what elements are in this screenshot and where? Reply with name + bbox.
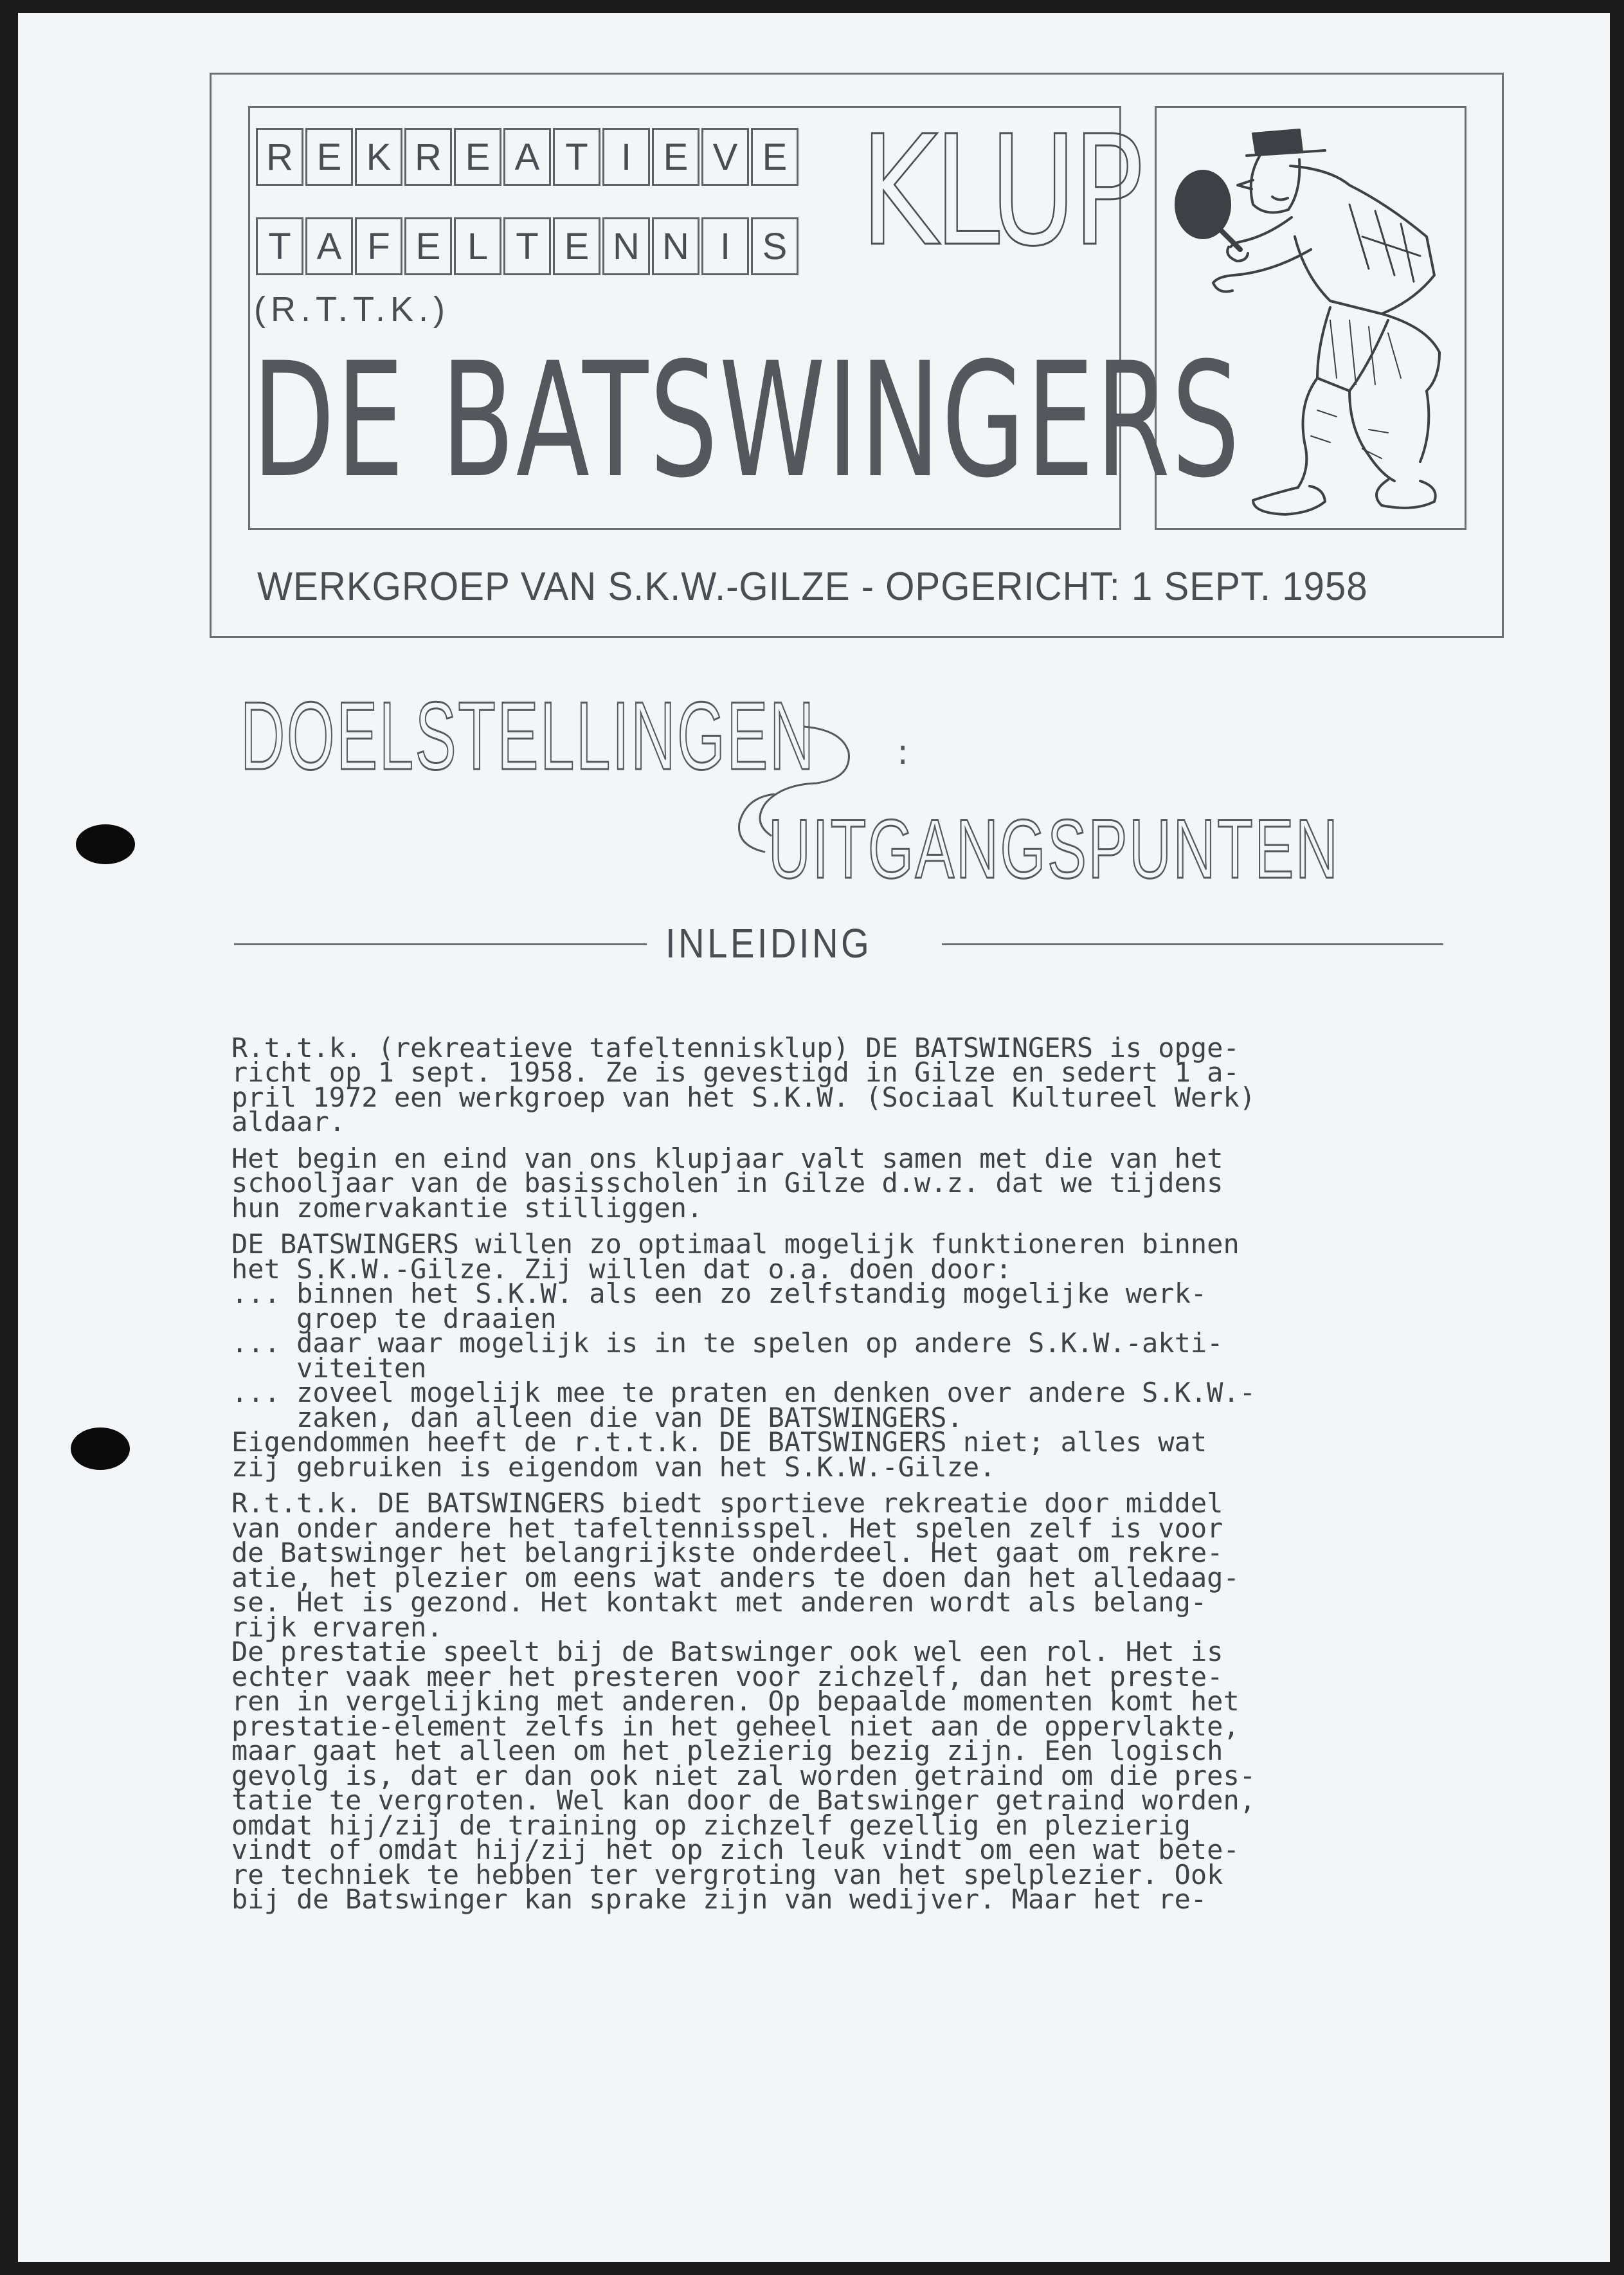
logo-klup: KLUP bbox=[860, 103, 1140, 280]
club-abbreviation: (R.T.T.K.) bbox=[254, 290, 450, 329]
text-line: atie, het plezier om eens wat anders te doen dan het alledaag- bbox=[231, 1561, 1240, 1593]
logo-letter: V bbox=[701, 128, 749, 186]
logo-letter: A bbox=[305, 217, 353, 275]
logo-letter: E bbox=[751, 128, 798, 186]
text-line: aldaar. bbox=[231, 1106, 346, 1138]
text-line: ... zoveel mogelijk mee te praten en denken over andere S.K.W.- bbox=[231, 1377, 1256, 1408]
text-line: het S.K.W.-Gilze. Zij willen dat o.a. doen door: bbox=[231, 1253, 1012, 1285]
text-line: DE BATSWINGERS willen zo optimaal mogelijk funktioneren binnen bbox=[231, 1228, 1240, 1260]
logo-letter: A bbox=[503, 128, 551, 186]
text-line: prestatie-element zelfs in het geheel niet aan de oppervlakte, bbox=[231, 1710, 1240, 1742]
logo-letters-row1 bbox=[256, 128, 800, 186]
text-line: re techniek te hebben ter vergroting van het spelplezier. Ook bbox=[231, 1858, 1223, 1890]
text-line: De prestatie speelt bij de Batswinger ook wel een rol. Het is bbox=[231, 1636, 1223, 1667]
text-line: vindt of omdat hij/zij het op zich leuk vindt om een wat bete- bbox=[231, 1834, 1240, 1865]
punch-hole-top bbox=[76, 824, 135, 864]
text-line: Eigendommen heeft de r.t.t.k. DE BATSWINGERS niet; alles wat bbox=[231, 1426, 1207, 1458]
text-line: ... daar waar mogelijk is in te spelen op andere S.K.W.-akti- bbox=[231, 1327, 1223, 1359]
logo-letter: N bbox=[652, 217, 699, 275]
punch-hole-bottom bbox=[71, 1428, 130, 1470]
text-line: maar gaat het alleen om het plezierig bezig zijn. Een logisch bbox=[231, 1735, 1223, 1766]
text-line: richt op 1 sept. 1958. Ze is gevestigd in Gilze en sedert 1 a- bbox=[231, 1056, 1240, 1088]
body-text bbox=[231, 1011, 1472, 1962]
logo-letter: K bbox=[355, 128, 402, 186]
text-line: viteiten bbox=[231, 1352, 427, 1384]
logo-letter: I bbox=[602, 128, 650, 186]
page-title-line1: DOELSTELLINGEN bbox=[240, 682, 816, 790]
text-line: de Batswinger het belangrijkste onderdeel. Het gaat om rekre- bbox=[231, 1537, 1223, 1568]
logo-letter: E bbox=[305, 128, 353, 186]
text-line: rijk ervaren. bbox=[231, 1611, 443, 1643]
text-line: ren in vergelijking met anderen. Op bepaalde momenten komt het bbox=[231, 1685, 1240, 1717]
logo-letter: E bbox=[553, 217, 600, 275]
logo-letter: E bbox=[454, 128, 501, 186]
page-title-line2: UITGANGSPUNTEN bbox=[768, 802, 1340, 896]
text-line: Het begin en eind van ons klupjaar valt samen met die van het bbox=[231, 1142, 1223, 1174]
logo-letter: E bbox=[404, 217, 452, 275]
text-line: hun zomervakantie stilliggen. bbox=[231, 1192, 703, 1224]
text-line: schooljaar van de basisscholen in Gilze d.w.z. dat we tijdens bbox=[231, 1167, 1223, 1199]
text-line: gevolg is, dat er dan ook niet zal worden getraind om die pres- bbox=[231, 1759, 1256, 1791]
logo-letter: E bbox=[652, 128, 699, 186]
heading-rule-left bbox=[234, 943, 647, 945]
logo-letters-row2 bbox=[256, 217, 800, 275]
logo-letter: F bbox=[355, 217, 402, 275]
text-line: omdat hij/zij de training op zichzelf gezellig en plezierig bbox=[231, 1809, 1191, 1841]
text-line: echter vaak meer het presteren voor zichzelf, dan het preste- bbox=[231, 1660, 1223, 1692]
logo-letter: R bbox=[256, 128, 303, 186]
logo-letter: N bbox=[602, 217, 650, 275]
text-line: zaken, dan alleen die van DE BATSWINGERS. bbox=[231, 1401, 963, 1433]
logo-letter: T bbox=[503, 217, 551, 275]
logo-letter: R bbox=[404, 128, 452, 186]
logo-letter: L bbox=[454, 217, 501, 275]
logo-letter: S bbox=[751, 217, 798, 275]
text-line: bij de Batswinger kan sprake zijn van wedijver. Maar het re- bbox=[231, 1883, 1207, 1915]
section-heading: INLEIDING bbox=[665, 920, 872, 966]
text-line: R.t.t.k. DE BATSWINGERS biedt sportieve rekreatie door middel bbox=[231, 1487, 1223, 1519]
text-line: ... binnen het S.K.W. als een zo zelfstandig mogelijke werk- bbox=[231, 1278, 1207, 1309]
page-title-colon: : bbox=[897, 732, 909, 772]
logo-letter: T bbox=[553, 128, 600, 186]
letterhead-tagline: WERKGROEP VAN S.K.W.-GILZE - OPGERICHT: 1 SEPT. 1958 bbox=[257, 565, 1368, 609]
text-line: zij gebruiken is eigendom van het S.K.W.-Gilze. bbox=[231, 1451, 996, 1483]
text-line: groep te draaien bbox=[231, 1302, 557, 1334]
text-line: tatie te vergroten. Wel kan door de Batswinger getraind worden, bbox=[231, 1784, 1256, 1816]
text-line: se. Het is gezond. Het kontakt met anderen wordt als belang- bbox=[231, 1586, 1207, 1618]
club-name: DE BATSWINGERS bbox=[252, 329, 1241, 513]
heading-rule-right bbox=[942, 943, 1443, 945]
text-line: R.t.t.k. (rekreatieve tafeltennisklup) DE BATSWINGERS is opge- bbox=[231, 1031, 1240, 1064]
logo-letter: I bbox=[701, 217, 749, 275]
text-line: van onder andere het tafeltennisspel. Het spelen zelf is voor bbox=[231, 1512, 1223, 1544]
logo-letter: T bbox=[256, 217, 303, 275]
text-line: pril 1972 een werkgroep van het S.K.W. (Sociaal Kultureel Werk) bbox=[231, 1081, 1256, 1113]
